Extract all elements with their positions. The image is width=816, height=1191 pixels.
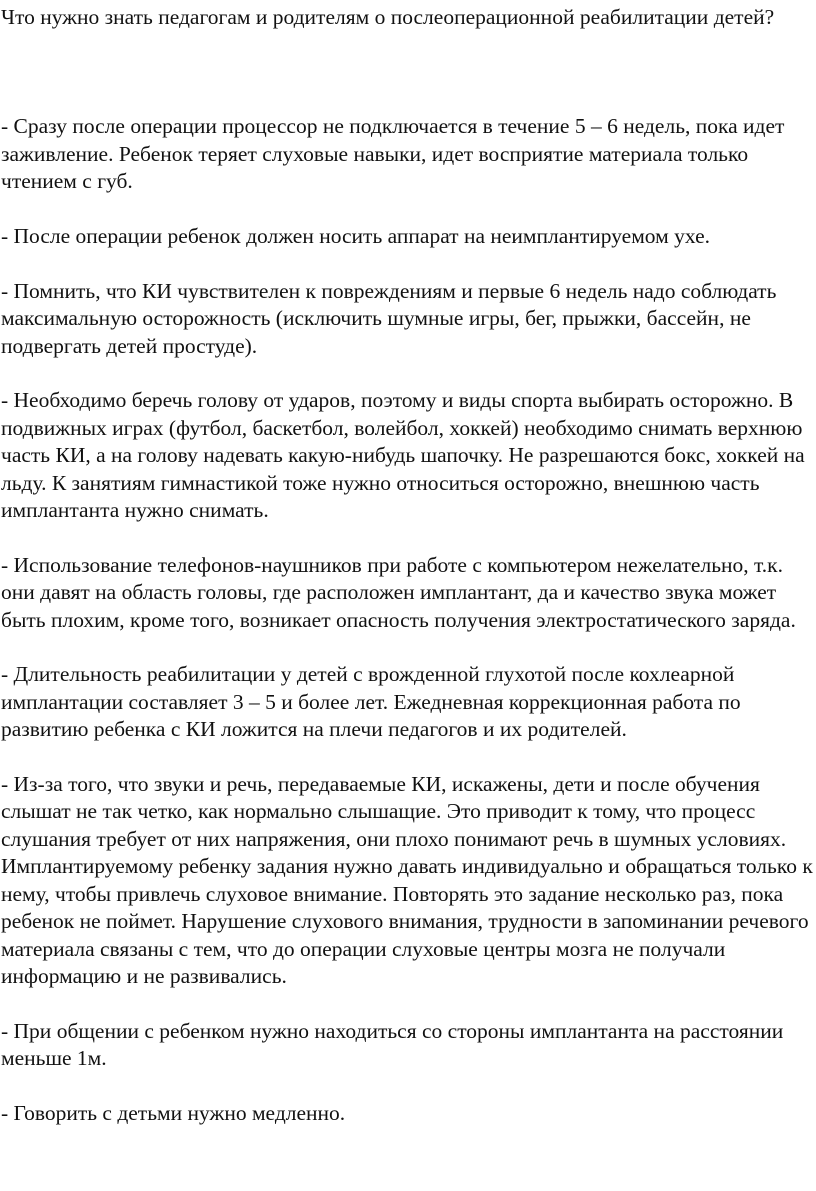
paragraph-hearing-aid: - После операции ребенок должен носить аппарат на неимплантируемом ухе. — [1, 224, 711, 249]
paragraph-speak-slowly: - Говорить с детьми нужно медленно. — [1, 1100, 346, 1125]
paragraph-processor-connection: - Сразу после операции процессор не подключается в течение 5 – 6 недель, пока идет заживление. Ребенок теряет слуховые навыки, идет восприятие материала только чтением с губ. — [1, 114, 785, 194]
document-title: Что нужно знать педагогам и родителям о послеоперационной реабилитации детей? — [1, 5, 775, 29]
paragraph-head-protection: - Необходимо беречь голову от ударов, поэтому и виды спорта выбирать осторожно. В подвижных играх (футбол, баскетбол, волейбол, хоккей) необходимо снимать верхнюю часть КИ, а на голову надевать какую-нибудь шапочку. Не разрешаются бокс, хоккей на льду. К занятиям гимнастикой тоже нужно относиться осторожно, внешнюю часть имплантанта нужно снимать. — [1, 388, 805, 523]
paragraph-caution-first-weeks: - Помнить, что КИ чувствителен к повреждениям и первые 6 недель надо соблюдать максимальную осторожность (исключить шумные игры, бег, прыжки, бассейн, не подвергать детей простуде). — [1, 278, 777, 358]
paragraph-communication-distance: - При общении с ребенком нужно находиться со стороны имплантанта на расстоянии меньше 1м. — [1, 1018, 784, 1071]
paragraph-rehabilitation-duration: - Длительность реабилитации у детей с врожденной глухотой после кохлеарной имплантации составляет 3 – 5 и более лет. Ежедневная коррекционная работа по развитию ребенка с КИ ложится на плечи педагогов и их родителей. — [1, 662, 741, 742]
paragraph-hearing-attention: - Из-за того, что звуки и речь, передаваемые КИ, искажены, дети и после обучения слышат не так четко, как нормально слышащие. Это приводит к тому, что процесс слушания требует от них напряжения, они плохо понимают речь в шумных условиях. Имплантируемому ребенку задания нужно давать индивидуально и обращаться только к нему, чтобы привлечь слуховое внимание. Повторять это задание несколько раз, пока ребенок не поймет. Нарушение слухового внимания, трудности в запоминании речевого материала связаны с тем, что до операции слуховые центры мозга не получали информацию и не развивались. — [1, 772, 813, 988]
paragraph-headphones: - Использование телефонов-наушников при работе с компьютером нежелательно, т.к. они давят на область головы, где расположен имплантант, да и качество звука может быть плохим, кроме того, возникает опасность получения электростатического заряда. — [1, 552, 796, 632]
